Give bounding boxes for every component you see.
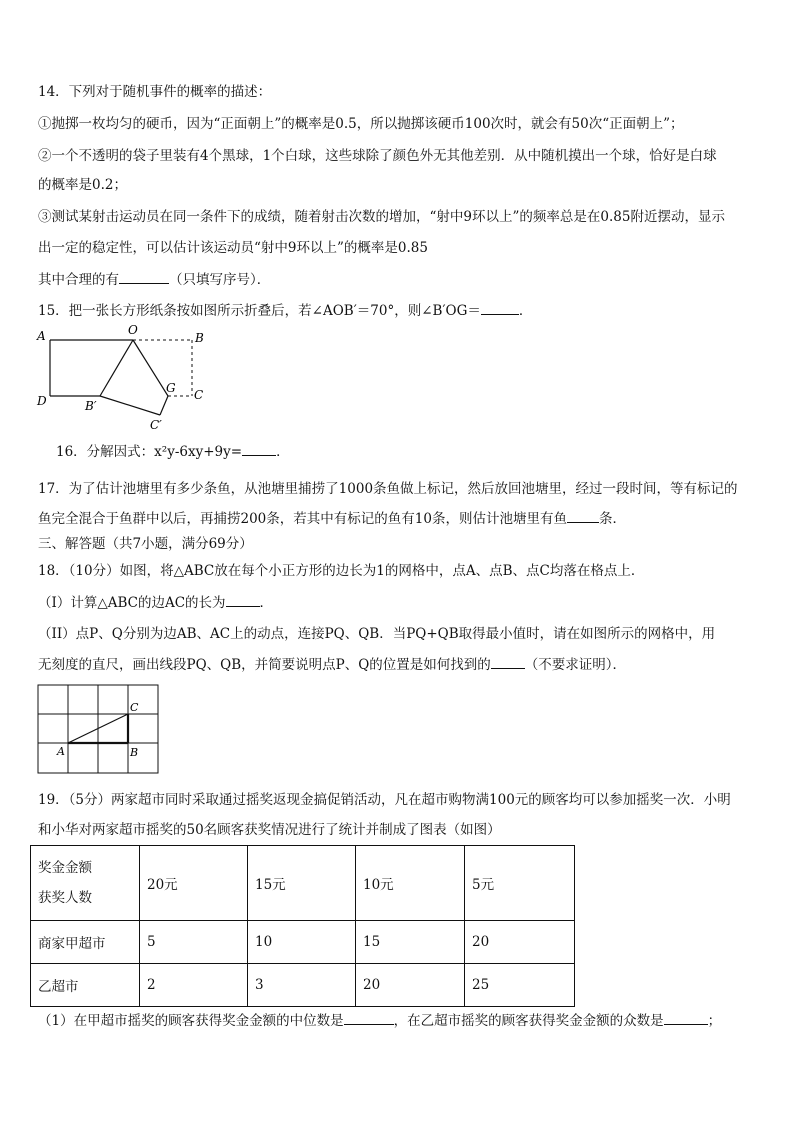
q14-item-1: ①抛掷一枚均匀的硬币，因为“正面朝上”的概率是0.5，所以抛掷该硬币100次时，就会有50次“正面朝上”； bbox=[38, 116, 684, 132]
table-cell: 25 bbox=[465, 964, 575, 1007]
table-header-cell: 15元 bbox=[248, 846, 356, 921]
q19-line-1: 19．（5分）两家超市同时采取通过摇奖返现金搞促销活动，凡在超市购物满100元的顾客均可以参加摇奖一次．小明 bbox=[38, 792, 731, 808]
table-cell: 10 bbox=[248, 921, 356, 964]
table-corner-cell bbox=[31, 846, 140, 921]
label-a: A bbox=[37, 329, 46, 343]
table-cell: 3 bbox=[248, 964, 356, 1007]
edge-cpg bbox=[160, 396, 168, 415]
edge-og bbox=[133, 340, 168, 396]
table-header-cell: 20元 bbox=[140, 846, 248, 921]
table-header-cell: 10元 bbox=[356, 846, 465, 921]
table-cell: 5 bbox=[140, 921, 248, 964]
q19-median-blank[interactable] bbox=[344, 1012, 394, 1025]
table-row-label: 乙超市 bbox=[31, 964, 140, 1007]
q17-answer-blank[interactable] bbox=[567, 510, 599, 523]
q18-grid-figure bbox=[35, 682, 161, 777]
q14-question-text: 其中合理的有 bbox=[38, 272, 119, 288]
q14-question bbox=[38, 271, 270, 289]
q18-part-1-text: （I）计算△ABC的边AC的长为 bbox=[38, 595, 226, 611]
edge-bpcp bbox=[100, 396, 160, 415]
label-b: B bbox=[195, 331, 204, 345]
q19-part-1-text-b: ，在乙超市摇奖的顾客获得奖金金额的众数是 bbox=[393, 1013, 664, 1029]
q14-stem: 14．下列对于随机事件的概率的描述： bbox=[38, 84, 272, 100]
label-a: A bbox=[57, 745, 65, 758]
table-row-label: 商家甲超市 bbox=[31, 921, 140, 964]
label-c: C bbox=[194, 388, 204, 402]
label-c: C bbox=[130, 701, 139, 714]
q18-part-2-text: 无刻度的直尺，画出线段PQ、QB，并简要说明点P、Q的位置是如何找到的 bbox=[38, 657, 491, 673]
table-row bbox=[31, 964, 575, 1007]
q15-answer-blank[interactable] bbox=[481, 302, 519, 315]
q17-text: 鱼完全混合于鱼群中以后，再捕捞200条，若其中有标记的鱼有10条，则估计池塘里有鱼 bbox=[38, 511, 567, 527]
q14-item-2-line-2: 的概率是0.2； bbox=[38, 177, 127, 193]
q18-part-2-line-1: （II）点P、Q分别为边AB、AC上的动点，连接PQ、QB．当PQ+QB取得最小值时，请在如图所示的网格中，用 bbox=[38, 626, 716, 642]
q18-part-1-blank[interactable] bbox=[226, 594, 260, 607]
edge-obp bbox=[100, 340, 133, 396]
q19-part-1-text-c: ； bbox=[707, 1013, 722, 1029]
q14-item-3-line-2: 出一定的稳定性，可以估计该运动员“射中9环以上”的概率是0.85 bbox=[38, 240, 428, 256]
q15-stem bbox=[38, 302, 532, 320]
label-g: G bbox=[166, 381, 176, 395]
label-o: O bbox=[128, 323, 138, 337]
section-heading: 三、解答题（共7小题，满分69分） bbox=[38, 536, 253, 552]
q18-part-2-blank[interactable] bbox=[491, 656, 525, 669]
q14-question-hint: （只填写序号）． bbox=[169, 272, 271, 288]
table-header-row bbox=[31, 846, 575, 921]
q14-item-2-line-1: ②一个不透明的袋子里装有4个黑球，1个白球，这些球除了颜色外无其他差别．从中随机摸出一个球，恰好是白球 bbox=[38, 148, 717, 164]
q18-part-1-period: ． bbox=[259, 595, 274, 611]
table-cell: 2 bbox=[140, 964, 248, 1007]
q16-period: ． bbox=[276, 444, 290, 460]
table-corner-bottom: 获奖人数 bbox=[38, 890, 92, 906]
table-cell: 20 bbox=[356, 964, 465, 1007]
table-cell: 20 bbox=[465, 921, 575, 964]
q19-part-1-text-a: （1）在甲超市摇奖的顾客获得奖金金额的中位数是 bbox=[38, 1013, 344, 1029]
q15-text: 15．把一张长方形纸条按如图所示折叠后，若∠AOB′＝70°，则∠B′OG＝ bbox=[38, 303, 481, 319]
q16-answer-blank[interactable] bbox=[242, 443, 276, 456]
q19-line-2: 和小华对两家超市摇奖的50名顾客获奖情况进行了统计并制成了图表（如图） bbox=[38, 822, 501, 838]
label-b: B bbox=[130, 746, 139, 759]
q18-stem: 18．（10分）如图，将△ABC放在每个小正方形的边长为1的网格中，点A、点B、点C均落在格点上． bbox=[38, 563, 645, 579]
prize-table bbox=[30, 845, 575, 1007]
table-header-cell: 5元 bbox=[465, 846, 575, 921]
label-d: D bbox=[37, 394, 47, 408]
q18-part-1 bbox=[38, 594, 273, 612]
q14-item-3-line-1: ③测试某射击运动员在同一条件下的成绩，随着射击次数的增加，“射中9环以上”的频率总是在0.85附近摆动，显示 bbox=[38, 209, 725, 225]
table-row bbox=[31, 921, 575, 964]
q19-mode-blank[interactable] bbox=[664, 1012, 708, 1025]
q16-text: 16．分解因式：x²y-6xy+9y= bbox=[56, 444, 243, 460]
q16-stem bbox=[56, 443, 290, 461]
q14-answer-blank[interactable] bbox=[119, 271, 169, 284]
q18-part-2-hint: （不要求证明）． bbox=[524, 657, 627, 673]
label-c-prime: C′ bbox=[150, 418, 162, 432]
q15-folding-figure bbox=[30, 322, 220, 432]
q15-period: ． bbox=[518, 303, 533, 319]
q17-unit: 条． bbox=[598, 511, 626, 527]
label-b-prime: B′ bbox=[85, 399, 97, 413]
table-cell: 15 bbox=[356, 921, 465, 964]
table-corner-top: 奖金金额 bbox=[38, 860, 92, 876]
q17-line-1: 17．为了估计池塘里有多少条鱼，从池塘里捕捞了1000条鱼做上标记，然后放回池塘里，经过一段时间，等有标记的 bbox=[38, 481, 738, 497]
q17-line-2 bbox=[38, 510, 626, 528]
q18-part-2-line-2 bbox=[38, 656, 626, 674]
q19-part-1 bbox=[38, 1012, 721, 1030]
